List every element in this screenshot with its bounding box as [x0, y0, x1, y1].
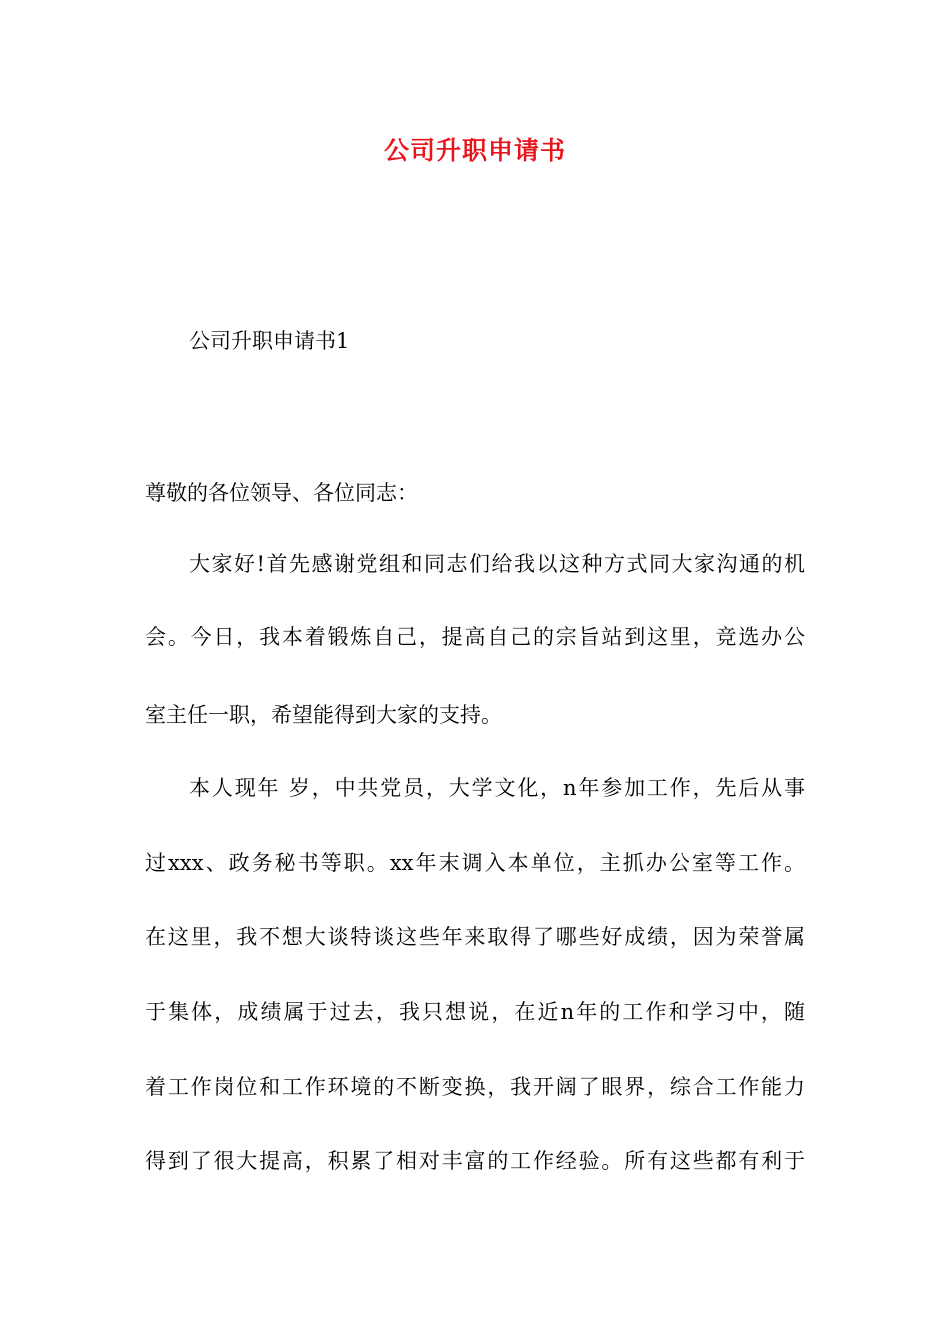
paragraph-line: 会。今日，我本着锻炼自己，提高自己的宗旨站到这里，竞选办公	[145, 625, 805, 649]
document-title: 公司升职申请书	[383, 136, 566, 165]
paragraph-line: 本人现年 岁，中共党员，大学文化，n年参加工作，先后从事	[189, 776, 805, 800]
paragraph-line: 室主任一职，希望能得到大家的支持。	[145, 703, 502, 727]
greeting: 尊敬的各位领导、各位同志：	[145, 481, 418, 505]
section-heading: 公司升职申请书1	[189, 329, 350, 353]
paragraph-line: 大家好!首先感谢党组和同志们给我以这种方式同大家沟通的机	[189, 552, 805, 576]
paragraph-line: 在这里，我不想大谈特谈这些年来取得了哪些好成绩，因为荣誉属	[145, 925, 805, 949]
paragraph-line: 得到了很大提高，积累了相对丰富的工作经验。所有这些都有利于	[145, 1149, 805, 1173]
paragraph-line: 过xxx、政务秘书等职。xx年末调入本单位，主抓办公室等工作。	[145, 851, 805, 875]
paragraph-line: 着工作岗位和工作环境的不断变换，我开阔了眼界，综合工作能力	[145, 1075, 805, 1099]
paragraph-line: 于集体，成绩属于过去，我只想说，在近n年的工作和学习中，随	[145, 1000, 805, 1024]
